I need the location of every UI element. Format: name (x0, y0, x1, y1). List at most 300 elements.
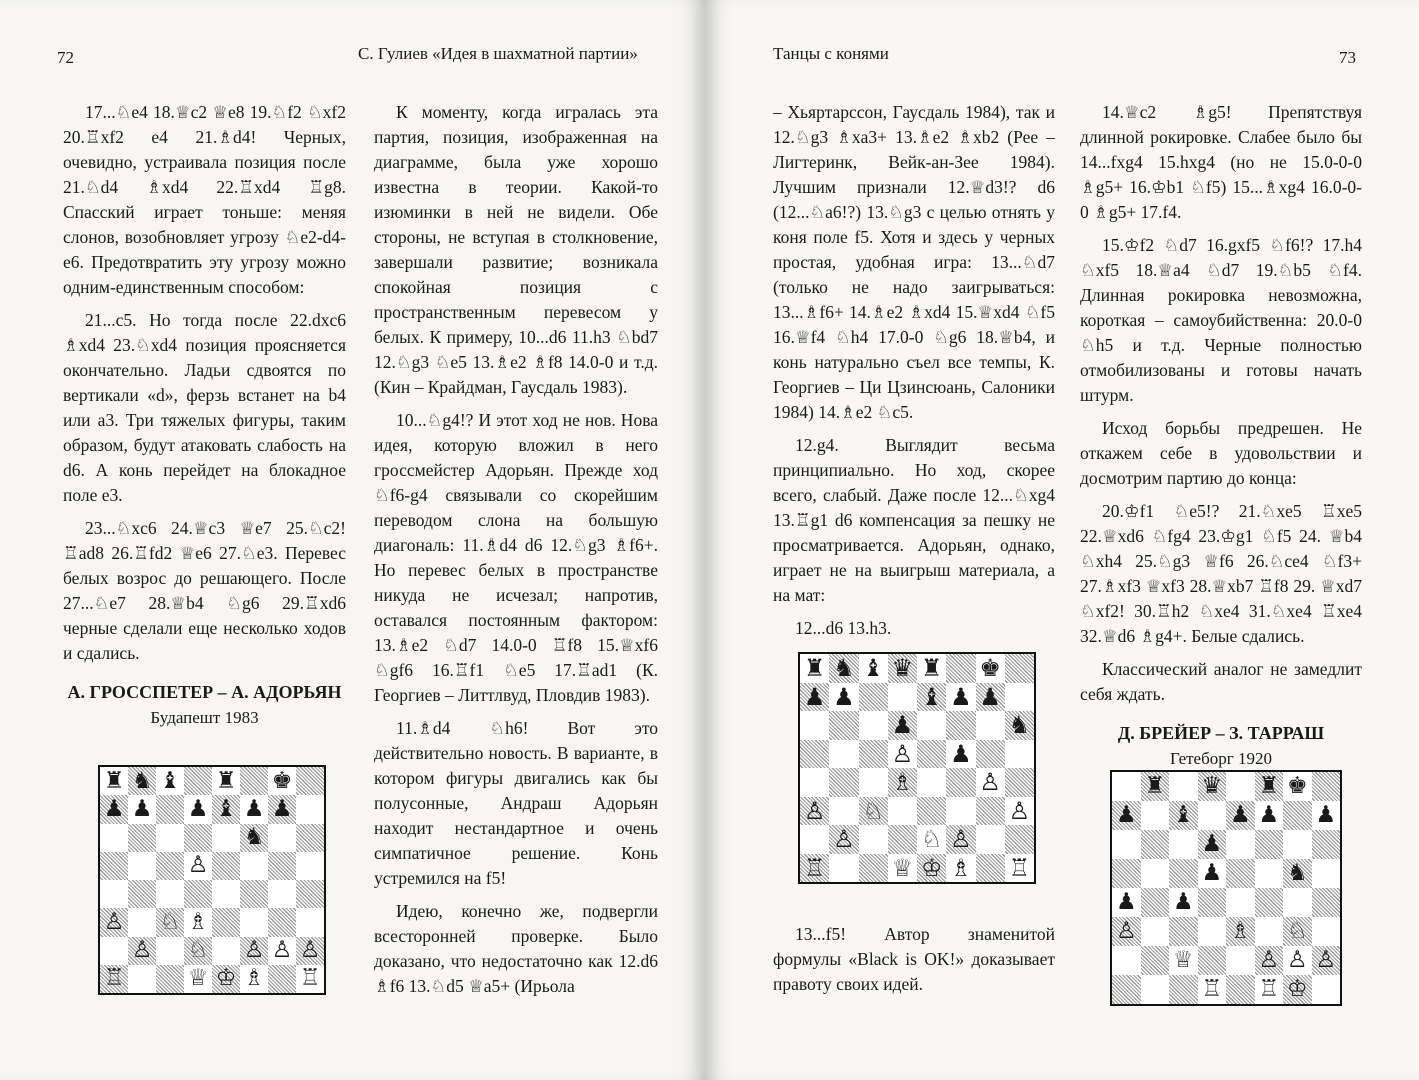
board-square (128, 937, 156, 965)
black-queen-icon: ♛ (891, 654, 914, 683)
white-bishop-icon: ♗ (187, 908, 209, 935)
white-pawn-icon: ♙ (1315, 947, 1337, 973)
black-pawn-icon: ♟ (833, 682, 855, 711)
white-pawn-icon: ♙ (103, 908, 125, 935)
right-column-2 (1080, 100, 1362, 781)
white-pawn-icon: ♙ (243, 937, 265, 964)
board-square (888, 654, 917, 683)
white-bishop-icon: ♗ (891, 768, 914, 797)
board-square (1112, 946, 1141, 975)
white-rook-icon: ♖ (299, 965, 321, 992)
board-square (1226, 801, 1255, 830)
board-square (1255, 859, 1284, 888)
white-knight-icon: ♘ (862, 796, 884, 825)
game-title: Д. БРЕЙЕР – З. ТАРРАШ (1117, 723, 1325, 743)
board-square (240, 908, 268, 936)
chess-diagram-3 (1110, 770, 1342, 1006)
board-square (1312, 917, 1341, 946)
board-square (917, 854, 946, 883)
board-square (800, 768, 829, 797)
white-pawn-icon: ♙ (979, 768, 1001, 797)
black-pawn-icon: ♟ (131, 795, 153, 822)
board-square (859, 854, 888, 883)
board-square (1141, 975, 1170, 1004)
board-square (859, 740, 888, 769)
board-square (268, 937, 296, 965)
board-square (212, 824, 240, 852)
board-square (1312, 946, 1341, 975)
board-square (1255, 946, 1284, 975)
right-column-1 (773, 100, 1055, 649)
board-square (212, 767, 240, 795)
black-pawn-icon: ♟ (979, 682, 1001, 711)
board-square (1283, 859, 1312, 888)
black-pawn-icon: ♟ (1201, 860, 1223, 886)
board-square (1255, 801, 1284, 830)
board-square (1169, 859, 1198, 888)
black-pawn-icon: ♟ (1201, 831, 1223, 857)
board-square (1312, 801, 1341, 830)
white-pawn-icon: ♙ (271, 937, 293, 964)
board-square (1141, 888, 1170, 917)
white-pawn-icon: ♙ (187, 852, 209, 879)
white-queen-icon: ♕ (187, 965, 209, 992)
board-square (946, 740, 975, 769)
board-square (1198, 830, 1227, 859)
board-square (888, 711, 917, 740)
board-square (829, 654, 858, 683)
board-square (1005, 825, 1034, 854)
chess-diagram-2 (798, 652, 1036, 884)
board-square (800, 654, 829, 683)
page-number-right: 73 (1339, 48, 1356, 67)
board-square (859, 797, 888, 826)
black-bishop-icon: ♝ (862, 654, 884, 683)
black-knight-icon: ♞ (833, 654, 855, 683)
black-pawn-icon: ♟ (1258, 802, 1280, 828)
white-knight-icon: ♘ (920, 825, 943, 854)
board-square (156, 852, 184, 880)
white-pawn-icon: ♙ (891, 739, 914, 768)
chess-diagram-1 (98, 765, 326, 995)
board-square (1226, 946, 1255, 975)
board-square (156, 937, 184, 965)
black-pawn-icon: ♟ (1115, 802, 1137, 828)
black-pawn-icon: ♟ (950, 739, 972, 768)
board-square (1005, 683, 1034, 712)
board-square (888, 825, 917, 854)
paragraph: Исход борьбы предрешен. Не откажем себе в удовольствии и досмотрим партию до конца: (1080, 418, 1362, 488)
white-pawn-icon: ♙ (1258, 947, 1280, 973)
board-square (156, 908, 184, 936)
white-rook-icon: ♖ (1258, 976, 1280, 1002)
board-square (888, 797, 917, 826)
board-square (1169, 888, 1198, 917)
black-bishop-icon: ♝ (1172, 802, 1194, 828)
black-rook-icon: ♜ (1258, 773, 1280, 799)
board-square (1226, 859, 1255, 888)
board-square (946, 854, 975, 883)
board-square (888, 683, 917, 712)
board-square (240, 767, 268, 795)
board-square (184, 824, 212, 852)
black-pawn-icon: ♟ (1115, 889, 1137, 915)
right-column-1-continued (773, 922, 1055, 1005)
board-square (240, 965, 268, 993)
white-pawn-icon: ♙ (1286, 947, 1308, 973)
black-rook-icon: ♜ (920, 654, 943, 683)
board-square (976, 711, 1005, 740)
board-square (296, 965, 324, 993)
board-square (1005, 711, 1034, 740)
board-square (128, 965, 156, 993)
black-king-icon: ♚ (979, 654, 1001, 683)
board-square (1141, 859, 1170, 888)
board-square (1312, 830, 1341, 859)
board-square (212, 880, 240, 908)
white-queen-icon: ♕ (1172, 947, 1194, 973)
board-square (1005, 768, 1034, 797)
black-king-icon: ♚ (271, 767, 293, 794)
board-square (1112, 917, 1141, 946)
board-square (976, 683, 1005, 712)
board-square (100, 880, 128, 908)
board-square (1255, 975, 1284, 1004)
running-head-right: Танцы с конями (773, 44, 889, 63)
board-square (100, 795, 128, 823)
board-square (184, 767, 212, 795)
black-pawn-icon: ♟ (1172, 889, 1194, 915)
board-square (128, 767, 156, 795)
board-square (156, 795, 184, 823)
board-square (268, 880, 296, 908)
paragraph: – Хьяртарссон, Гаусдаль 1984), так и 12.♘g3 ♗xa3+ 13.♗e2 ♗xb2 (Рее – Лигтеринк, Вейк-ан-Зее 1984). Лучшим признали 12.♕d3!? d6 (12...♘a6!?) 13.♘g3 с целью отнять у коня поле f5. Хотя и здесь у черных простая, удобная игра: 13...♘d7 (только не надо заигрываться: 13...♗f6+ 14.♗e2 ♗xd4 15.♕xd4 ♘f5 16.♕f4 ♘h4 17.0-0 ♘g6 18.♕b4, и конь натурально съел все темпы, К. Георгиев – Ци Цзинсюань, Салоники 1984) 14.♗e2 ♘c5. (773, 102, 1055, 422)
board-square (1283, 772, 1312, 801)
black-knight-icon: ♞ (1008, 711, 1031, 740)
board-square (1283, 975, 1312, 1004)
board-square (212, 852, 240, 880)
board-square (1255, 917, 1284, 946)
board-square (1169, 772, 1198, 801)
board-square (296, 824, 324, 852)
board-square (829, 797, 858, 826)
board-square (946, 711, 975, 740)
board-square (100, 852, 128, 880)
game-place: Гетеборг 1920 (1170, 749, 1272, 768)
board-square (946, 683, 975, 712)
board-square (240, 852, 268, 880)
board-square (1005, 740, 1034, 769)
board-square (1226, 888, 1255, 917)
board-square (296, 937, 324, 965)
board-square (1005, 797, 1034, 826)
paragraph: Идею, конечно же, подвергли всесторонней проверке. Было доказано, что недостаточно как 12.d6 ♗f6 13.♘d5 ♕a5+ (Ирьола (374, 901, 658, 996)
board-square (829, 683, 858, 712)
board-square (128, 852, 156, 880)
board-square (1283, 801, 1312, 830)
paragraph: 15.♔f2 ♘d7 16.gxf5 ♘f6!? 17.h4 ♘xf5 18.♕a4 ♘d7 19.♘b5 ♘f4. Длинная рокировка невозможна, короткая – самоубийственна: 20.0-0 ♘h5 и т.д. Черные полностью отмобилизованы и готовы начать штурм. (1080, 235, 1362, 405)
white-pawn-icon: ♙ (950, 825, 972, 854)
board-square (1112, 830, 1141, 859)
board-square (859, 825, 888, 854)
board-square (859, 654, 888, 683)
right-page (705, 0, 1419, 1080)
black-king-icon: ♚ (1286, 773, 1308, 799)
board-square (1005, 654, 1034, 683)
white-rook-icon: ♖ (1008, 853, 1031, 882)
white-king-icon: ♔ (920, 853, 943, 882)
board-square (128, 908, 156, 936)
board-square (917, 797, 946, 826)
board-square (1169, 801, 1198, 830)
white-rook-icon: ♖ (803, 853, 826, 882)
board-square (100, 908, 128, 936)
board-square (1255, 888, 1284, 917)
white-knight-icon: ♘ (1286, 918, 1308, 944)
left-column-2 (374, 100, 658, 1007)
board-square (1169, 830, 1198, 859)
board-square (1112, 772, 1141, 801)
board-square (829, 854, 858, 883)
white-pawn-icon: ♙ (1008, 796, 1031, 825)
board-square (946, 825, 975, 854)
board-square (156, 824, 184, 852)
board-square (917, 740, 946, 769)
board-square (100, 824, 128, 852)
board-square (859, 711, 888, 740)
board-square (1226, 917, 1255, 946)
white-bishop-icon: ♗ (1229, 918, 1251, 944)
board-square (1283, 946, 1312, 975)
left-column-1 (63, 100, 346, 740)
board-square (829, 740, 858, 769)
white-knight-icon: ♘ (187, 937, 209, 964)
board-square (976, 854, 1005, 883)
board-square (268, 795, 296, 823)
board-square (976, 768, 1005, 797)
board-square (1141, 946, 1170, 975)
board-square (1198, 917, 1227, 946)
paragraph: 10...♘g4!? И этот ход не нов. Нова идея, которую вложил в него гроссмейстер Адорьян. Прежде ход ♘f6-g4 связывали со скорейшим переводом слона на большую диагональ: 11.♗d4 d6 12.♘g3 ♗f6+. Но перевес белых в пространстве никуда не исчезал; напротив, оставался постоянным фактором: 13.♗e2 ♘d7 14.0-0 ♖f8 15.♕xf6 ♘gf6 16.♖f1 ♘e5 17.♖ad1 (К. Георгиев – Литтлвуд, Пловдив 1983). (374, 410, 658, 705)
board-square (268, 767, 296, 795)
paragraph: 21...c5. Но тогда после 22.dxc6 ♗xd4 23.♘xd4 позиция проясняется окончательно. Ладьи сдвоятся по вертикали «d», ферзь встанет на b4 или a3. Три тяжелых фигуры, таким образом, будут атаковать слабость на d6. А конь перейдет на блокадное поле e3. (63, 310, 346, 505)
board-square (976, 797, 1005, 826)
board-square (1005, 854, 1034, 883)
board-square (296, 852, 324, 880)
board-square (268, 908, 296, 936)
black-bishop-icon: ♝ (215, 795, 237, 822)
paragraph: К моменту, когда игралась эта партия, позиция, изображенная на диаграмме, была уже хорошо известна в теории. Какой-то изюминки в ней не видели. Обе стороны, не вступая в столкновение, завершали развитие; возникала спокойная позиция с пространственным перевесом у белых. К примеру, 10...d6 11.h3 ♘bd7 12.♘g3 ♘e5 13.♗e2 ♗f8 14.0-0 и т.д. (Кин – Крайдман, Гаусдаль 1983). (374, 102, 658, 397)
black-bishop-icon: ♝ (159, 767, 181, 794)
board-square (1198, 946, 1227, 975)
black-rook-icon: ♜ (1144, 773, 1166, 799)
board-square (1141, 917, 1170, 946)
board-square (946, 654, 975, 683)
board-square (1169, 946, 1198, 975)
board-square (1198, 859, 1227, 888)
white-king-icon: ♔ (215, 965, 237, 992)
board-square (888, 854, 917, 883)
black-rook-icon: ♜ (103, 767, 125, 794)
board-square (296, 908, 324, 936)
board-square (1112, 975, 1141, 1004)
board-square (240, 937, 268, 965)
black-queen-icon: ♛ (1201, 773, 1223, 799)
board-square (1283, 830, 1312, 859)
board-square (268, 965, 296, 993)
white-queen-icon: ♕ (891, 853, 914, 882)
board-square (1169, 975, 1198, 1004)
board-square (128, 880, 156, 908)
board-square (829, 825, 858, 854)
black-knight-icon: ♞ (243, 824, 265, 851)
board-square (296, 880, 324, 908)
board-square (240, 795, 268, 823)
black-bishop-icon: ♝ (920, 682, 943, 711)
board-square (917, 711, 946, 740)
board-square (1198, 975, 1227, 1004)
board-square (184, 937, 212, 965)
board-square (976, 825, 1005, 854)
paragraph: 14.♕c2 ♗g5! Препятствуя длинной рокировке. Слабее было бы 14...fxg4 15.hxg4 (но не 15.0-0-0 ♗g5+ 16.♔b1 ♘f5) 15...♗xg4 16.0-0-0 ♗g5+ 17.f4. (1080, 102, 1362, 222)
black-knight-icon: ♞ (1286, 860, 1308, 886)
board-square (1255, 830, 1284, 859)
white-bishop-icon: ♗ (950, 853, 972, 882)
white-pawn-icon: ♙ (803, 796, 826, 825)
board-square (800, 740, 829, 769)
board-square (296, 795, 324, 823)
board-square (1198, 888, 1227, 917)
white-king-icon: ♔ (1286, 976, 1308, 1002)
board-square (156, 767, 184, 795)
page-number-left: 72 (57, 48, 74, 67)
black-knight-icon: ♞ (131, 767, 153, 794)
board-square (888, 740, 917, 769)
board-square (1226, 975, 1255, 1004)
game-title: А. ГРОССПЕТЕР – А. АДОРЬЯН (67, 682, 342, 702)
board-square (859, 768, 888, 797)
black-pawn-icon: ♟ (103, 795, 125, 822)
white-pawn-icon: ♙ (131, 937, 153, 964)
board-square (184, 965, 212, 993)
board-square (268, 852, 296, 880)
black-pawn-icon: ♟ (187, 795, 209, 822)
board-square (976, 740, 1005, 769)
black-pawn-icon: ♟ (891, 711, 914, 740)
paragraph: 11.♗d4 ♘h6! Вот это действительно новость. В варианте, в котором фигуры двигались как бы полусонные, Андраш Адорьян находит нестандартное и очень симпатичное решение. Конь устремился на f5! (374, 718, 658, 888)
board-square (1169, 917, 1198, 946)
board-square (268, 824, 296, 852)
board-square (829, 768, 858, 797)
board-square (1198, 801, 1227, 830)
board-square (1283, 888, 1312, 917)
board-square (1112, 859, 1141, 888)
paragraph: Классический аналог не замедлит себя ждать. (1080, 659, 1362, 704)
board-square (1141, 830, 1170, 859)
board-square (1312, 888, 1341, 917)
board-square (800, 825, 829, 854)
left-page (0, 0, 705, 1080)
board-square (1255, 772, 1284, 801)
board-square (976, 654, 1005, 683)
board-square (917, 683, 946, 712)
board-square (184, 908, 212, 936)
black-pawn-icon: ♟ (1315, 802, 1337, 828)
board-square (100, 937, 128, 965)
board-square (212, 795, 240, 823)
paragraph: 12.g4. Выглядит весьма принципиально. Но ход, скорее всего, слабый. Даже после 12...♘xg4 13.♖g1 d6 компенсация за пешку не просматривается. Адорьян, однако, играет не на выигрыш материала, а на мат: (773, 435, 1055, 605)
white-bishop-icon: ♗ (243, 965, 265, 992)
game-place: Будапешт 1983 (150, 708, 259, 727)
board-square (1198, 772, 1227, 801)
board-square (1112, 888, 1141, 917)
board-square (946, 768, 975, 797)
board-square (1112, 801, 1141, 830)
board-square (184, 852, 212, 880)
board-square (917, 825, 946, 854)
board-square (1312, 975, 1341, 1004)
board-square (296, 767, 324, 795)
board-square (800, 683, 829, 712)
board-square (212, 965, 240, 993)
board-square (100, 767, 128, 795)
black-pawn-icon: ♟ (950, 682, 972, 711)
board-square (212, 908, 240, 936)
board-square (156, 965, 184, 993)
board-square (184, 880, 212, 908)
white-pawn-icon: ♙ (1115, 918, 1137, 944)
white-rook-icon: ♖ (1201, 976, 1223, 1002)
board-square (917, 768, 946, 797)
white-rook-icon: ♖ (103, 965, 125, 992)
paragraph: 20.♔f1 ♘e5!? 21.♘xe5 ♖xe5 22.♕xd6 ♘fg4 23.♔g1 ♘f5 24. ♕b4 ♘xh4 25.♘g3 ♕f6 26.♘ce4 ♘f3+ 27.♗xf3 ♕xf3 28.♕xb7 ♖f8 29. ♕xd7 ♘xf2! 30.♖h2 ♘xe4 31.♘xe4 ♖xe4 32.♕d6 ♗g4+. Белые сдались. (1080, 501, 1362, 646)
board-square (800, 797, 829, 826)
black-rook-icon: ♜ (803, 654, 826, 683)
board-square (946, 797, 975, 826)
black-rook-icon: ♜ (215, 767, 237, 794)
board-square (888, 768, 917, 797)
board-square (859, 683, 888, 712)
board-square (100, 965, 128, 993)
board-square (800, 711, 829, 740)
board-square (156, 880, 184, 908)
running-head-left: С. Гулиев «Идея в шахматной партии» (358, 44, 638, 63)
board-square (212, 937, 240, 965)
board-square (1226, 772, 1255, 801)
board-square (184, 795, 212, 823)
black-pawn-icon: ♟ (271, 795, 293, 822)
board-square (128, 795, 156, 823)
board-square (917, 654, 946, 683)
board-square (240, 824, 268, 852)
board-square (800, 854, 829, 883)
board-square (1312, 859, 1341, 888)
board-square (240, 880, 268, 908)
paragraph: 12...d6 13.h3. (795, 618, 892, 638)
black-pawn-icon: ♟ (243, 795, 265, 822)
board-square (1312, 772, 1341, 801)
board-square (128, 824, 156, 852)
board-square (1141, 772, 1170, 801)
board-square (1141, 801, 1170, 830)
paragraph: 23...♘xc6 24.♕c3 ♕e7 25.♘c2! ♖ad8 26.♖fd2 ♕e6 27.♘e3. Перевес белых возрос до решающего. После 27...♘e7 28.♕b4 ♘g6 29.♖xd6 черные сделали еще несколько ходов и сдались. (63, 518, 346, 663)
white-pawn-icon: ♙ (299, 937, 321, 964)
board-square (1283, 917, 1312, 946)
paragraph: 13...f5! Автор знаменитой формулы «Black is OK!» доказывает правоту своих идей. (773, 924, 1055, 994)
white-pawn-icon: ♙ (833, 825, 855, 854)
black-pawn-icon: ♟ (803, 682, 826, 711)
white-knight-icon: ♘ (159, 908, 181, 935)
